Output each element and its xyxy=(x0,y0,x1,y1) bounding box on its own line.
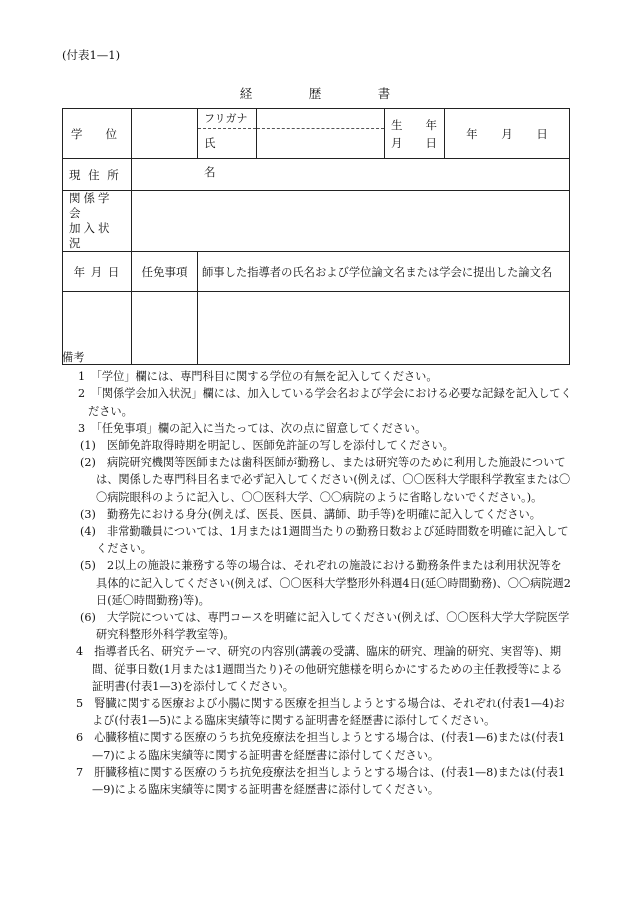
note-item-4: 4 指導者氏名、研究テーマ、研究の内容別(講義の受講、臨床的研究、理論的研究、実習等)、期間、従事日数(1月または1週間当たり)その他研究態様を明らかにするための主任教授等による証明書(付表1—3)を添付してください。 xyxy=(76,645,563,693)
note-sub-item-3: (3) 勤務先における身分(例えば、医長、医員、講師、助手等)を明確に記入してください。 xyxy=(80,507,541,521)
note-sub-item-4: (4) 非常勤職員については、1月または1週間当たりの勤務日数および延時間数を明確に記入してください。 xyxy=(80,525,569,556)
name-label-cell xyxy=(198,109,293,179)
resume-form-table xyxy=(62,108,570,365)
society-label-line1: 関係学会 xyxy=(69,191,113,220)
birth-date-label-line1: 生 年 xyxy=(391,117,437,132)
birth-day-label: 日 xyxy=(536,126,548,141)
society-field[interactable] xyxy=(132,191,570,252)
birth-month-label: 月 xyxy=(501,126,513,141)
name-label: 氏 名 xyxy=(204,136,293,179)
birth-year-label: 年 xyxy=(466,126,478,141)
date-column-header: 年 月 日 xyxy=(63,252,132,292)
note-sub-item-6: (6) 大学院については、専門コースを明確に記入してください(例えば、〇〇医科大学大学院医学研究科整形外科学教室等)。 xyxy=(80,611,570,642)
notes-heading: 備考 xyxy=(62,351,85,364)
furigana-label: フリガナ xyxy=(198,109,256,129)
notes-section xyxy=(62,349,572,798)
note-sub-item-1: (1) 医師免許取得時期を明記し、医師免許証の写しを添付してください。 xyxy=(80,439,454,453)
birth-date-field[interactable] xyxy=(445,109,570,159)
address-label: 現 住 所 xyxy=(63,159,132,191)
note-sub-item-2: (2) 病院研究機関等医師または歯科医師が勤務し、または研究等のために利用した施設については、関係した専門科目名まで必ず記入してください(例えば、〇〇医科大学眼科学教室または〇〇病院眼科のように記入し、〇〇医科大学、〇〇病院のように省略しないでください。)。 xyxy=(80,456,571,504)
mentor-column-header: 師事した指導者の氏名および学位論文名または学会に提出した論文名 xyxy=(198,252,570,292)
degree-label: 学 位 xyxy=(63,109,132,159)
page-title: 経 歴 書 xyxy=(239,86,413,101)
note-item-2: 2 「関係学会加入状況」欄には、加入している学会名および学会における必要な記録を記入してください。 xyxy=(78,387,572,418)
birth-date-label xyxy=(385,109,445,159)
society-label-line2: 加入状況 xyxy=(69,221,113,250)
address-field[interactable] xyxy=(132,159,570,191)
appointment-column-header: 任免事項 xyxy=(132,252,198,292)
note-item-7: 7 肝臓移植に関する医療のうち抗免疫療法を担当しようとする場合は、(付表1—8)または(付表1—9)による臨床実績等に関する証明書を経歴書に添付してください。 xyxy=(76,765,566,797)
note-sub-item-5: (5) 2以上の施設に兼務する等の場合は、それぞれの施設における勤務条件または利用状況等を具体的に記入してください(例えば、〇〇医科大学整形外科週4日(延〇時間勤務)、〇〇病院週2日(延〇時間勤務)等)。 xyxy=(80,559,571,607)
birth-date-label-line2: 月 日 xyxy=(391,135,437,150)
note-item-6: 6 心臓移植に関する医療のうち抗免疫療法を担当しようとする場合は、(付表1—6)または(付表1—7)による臨床実績等に関する証明書を経歴書に添付してください。 xyxy=(76,731,566,762)
annex-label: (付表1—1) xyxy=(62,48,121,62)
note-item-5: 5 腎臓に関する医療および小腸に関する医療を担当しようとする場合は、それぞれ(付表1—4)および(付表1—5)による臨床実績等に関する証明書を経歴書に添付してください。 xyxy=(76,697,565,728)
note-item-3: 3 「任免事項」欄の記入に当たっては、次の点に留意してください。 xyxy=(78,421,427,435)
name-field[interactable] xyxy=(257,109,385,159)
furigana-input[interactable] xyxy=(257,109,384,129)
society-label xyxy=(63,191,132,252)
note-item-1: 1 「学位」欄には、専門科目に関する学位の有無を記入してください。 xyxy=(78,370,438,384)
degree-field[interactable] xyxy=(132,109,198,159)
